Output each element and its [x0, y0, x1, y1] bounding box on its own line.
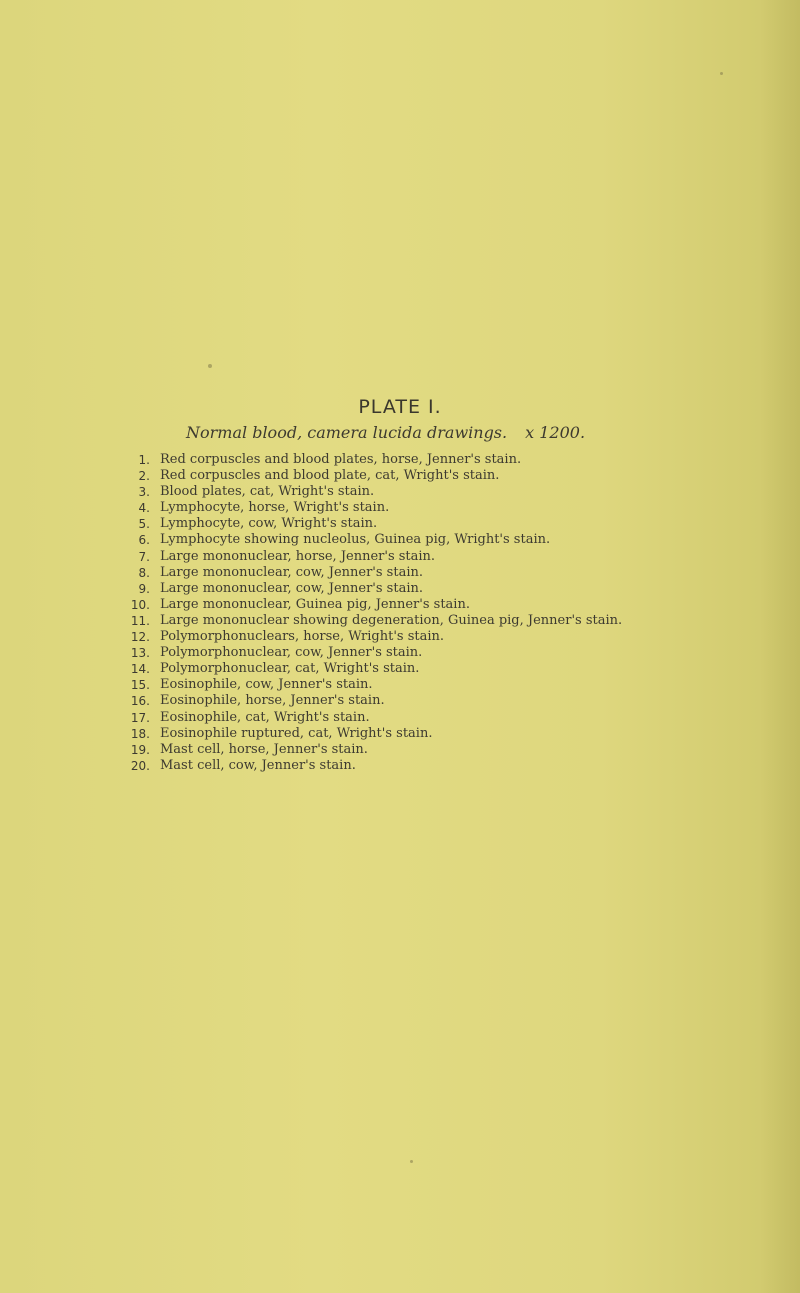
magnification: x 1200.: [525, 423, 586, 442]
legend-item: [126, 549, 622, 565]
legend-text: Lymphocyte, horse, Wright's stain.: [160, 500, 390, 516]
legend-text: Eosinophile, cat, Wright's stain.: [160, 709, 370, 725]
legend-item: [126, 661, 622, 677]
legend-text: Large mononuclear, horse, Jenner's stain.: [160, 548, 436, 564]
legend-number: 20.: [130, 758, 150, 773]
legend-number: 18.: [130, 726, 150, 741]
legend-text: Large mononuclear, cow, Jenner's stain.: [160, 564, 423, 580]
legend-item: [126, 516, 622, 532]
plate-subtitle: [186, 423, 585, 442]
page-edge-shadow: [760, 0, 800, 1293]
legend-item: [126, 677, 622, 693]
legend-item: [126, 693, 622, 709]
legend-number: 17.: [130, 710, 150, 725]
paper-speck: [208, 364, 212, 368]
plate-title: PLATE I.: [358, 396, 442, 418]
legend-item: [126, 597, 622, 613]
legend-text: Polymorphonuclear, cow, Jenner's stain.: [160, 645, 423, 661]
legend-item: [126, 742, 622, 758]
paper-speck: [720, 72, 723, 75]
legend-number: 10.: [130, 597, 150, 612]
legend-number: 3.: [138, 485, 150, 500]
legend-number: 8.: [138, 565, 150, 580]
legend-text: Eosinophile, cow, Jenner's stain.: [160, 677, 373, 693]
legend-number: 2.: [138, 469, 150, 484]
legend-item: [126, 565, 622, 581]
legend-text: Lymphocyte, cow, Wright's stain.: [160, 516, 378, 532]
legend-text: Eosinophile, horse, Jenner's stain.: [160, 693, 385, 709]
legend-text: Large mononuclear showing degeneration, Guinea pig, Jenner's stain.: [160, 612, 623, 628]
legend-item: [126, 532, 622, 548]
legend-number: 7.: [138, 549, 150, 564]
legend-item: [126, 710, 622, 726]
legend-number: 19.: [130, 742, 150, 757]
legend-number: 4.: [138, 501, 150, 516]
legend-number: 6.: [138, 533, 150, 548]
legend-item: [126, 581, 622, 597]
legend-item: [126, 484, 622, 500]
legend-number: 12.: [130, 630, 150, 645]
legend-item: [126, 758, 622, 774]
legend-text: Eosinophile ruptured, cat, Wright's stain.: [160, 725, 433, 741]
figure-legend: [126, 452, 622, 774]
legend-text: Red corpuscles and blood plate, cat, Wright's stain.: [160, 468, 500, 484]
legend-number: 16.: [130, 694, 150, 709]
legend-text: Large mononuclear, Guinea pig, Jenner's stain.: [160, 596, 470, 612]
legend-item: [126, 629, 622, 645]
legend-text: Blood plates, cat, Wright's stain.: [160, 484, 375, 500]
legend-number: 1.: [138, 453, 150, 467]
legend-item: [126, 613, 622, 629]
legend-text: Mast cell, cow, Jenner's stain.: [160, 757, 356, 773]
paper-speck: [410, 1160, 413, 1163]
legend-text: Polymorphonuclears, horse, Wright's stain.: [160, 629, 445, 645]
legend-number: 14.: [130, 662, 150, 677]
legend-item: [126, 468, 622, 484]
subtitle-text: Normal blood, camera lucida drawings.: [186, 423, 508, 442]
legend-number: 11.: [130, 613, 150, 628]
legend-item: [126, 500, 622, 516]
legend-number: 9.: [138, 581, 150, 596]
legend-text: Polymorphonuclear, cat, Wright's stain.: [160, 661, 420, 677]
legend-number: 5.: [138, 517, 150, 532]
legend-item: [126, 645, 622, 661]
legend-text: Red corpuscles and blood plates, horse, Jenner's stain.: [160, 452, 522, 467]
legend-item: [126, 726, 622, 742]
legend-number: 13.: [130, 646, 150, 661]
legend-text: Mast cell, horse, Jenner's stain.: [160, 741, 368, 757]
legend-number: 15.: [130, 678, 150, 693]
legend-text: Lymphocyte showing nucleolus, Guinea pig, Wright's stain.: [160, 532, 551, 548]
legend-text: Large mononuclear, cow, Jenner's stain.: [160, 580, 423, 596]
legend-item: [126, 452, 622, 468]
